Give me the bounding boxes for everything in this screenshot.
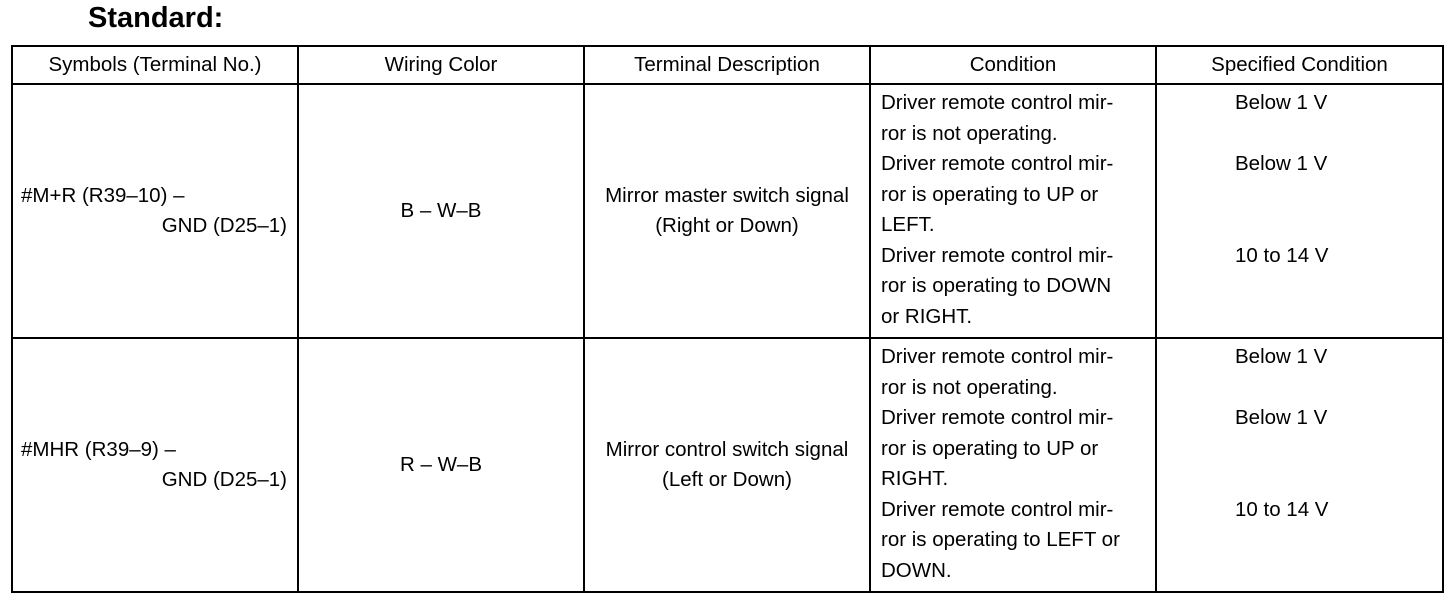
specified-value [1235,434,1442,465]
specified-value: Below 1 V [1235,345,1328,368]
specified-value [1235,210,1442,241]
description-sub: (Left or Down) [662,468,792,491]
condition-line: Driver remote control mir- [881,91,1114,114]
specified-value [1235,525,1442,556]
table-row [12,338,1443,592]
table-header-row [12,46,1443,84]
specified-value: 10 to 14 V [1235,243,1329,267]
symbol-cell [12,338,298,592]
condition-line: ror is operating to UP or [881,182,1099,206]
terminal-description-cell [584,84,870,338]
symbol-terminal: #M+R (R39–10) – [21,183,185,207]
specified-value: Below 1 V [1235,152,1328,175]
condition-line: Driver remote control mir- [881,243,1114,267]
header-symbols: Symbols (Terminal No.) [12,46,298,84]
symbol-ground: GND (D25–1) [161,214,287,237]
symbol-terminal: #MHR (R39–9) – [21,437,176,461]
specified-value [1235,556,1442,587]
table-row [12,84,1443,338]
condition-line: Driver remote control mir- [881,152,1114,175]
condition-line: ror is not operating. [881,375,1058,399]
wiring-color-cell: R – W–B [298,338,584,592]
condition-line: ror is operating to LEFT or [881,528,1120,551]
specified-value: 10 to 14 V [1235,497,1329,521]
description-sub: (Right or Down) [655,214,799,237]
specified-value [1235,180,1442,211]
condition-line: LEFT. [881,213,935,236]
condition-line: Driver remote control mir- [881,406,1114,429]
header-condition: Condition [870,46,1156,84]
wiring-color-cell: B – W–B [298,84,584,338]
condition-line: ror is not operating. [881,121,1058,145]
condition-line: ror is operating to DOWN [881,274,1112,297]
specified-value: Below 1 V [1235,91,1328,114]
description-main: Mirror master switch signal [605,183,849,207]
specified-value [1235,271,1442,302]
specified-value [1235,302,1442,333]
header-wiring-color: Wiring Color [298,46,584,84]
page-title: Standard: [88,2,224,34]
specified-value [1235,119,1442,150]
terminal-description-cell [584,338,870,592]
condition-line: Driver remote control mir- [881,497,1114,521]
condition-line: RIGHT. [881,467,949,490]
condition-line: ror is operating to UP or [881,436,1099,460]
spec-table [11,45,1444,593]
specified-condition-cell [1156,84,1443,338]
specified-value [1235,373,1442,404]
header-specified-condition: Specified Condition [1156,46,1443,84]
condition-cell [870,84,1156,338]
condition-line: DOWN. [881,558,952,582]
symbol-ground: GND (D25–1) [161,468,287,491]
specified-value [1235,464,1442,495]
header-terminal-description: Terminal Description [584,46,870,84]
specified-condition-cell [1156,338,1443,592]
condition-cell [870,338,1156,592]
description-main: Mirror control switch signal [605,437,849,461]
symbol-cell [12,84,298,338]
condition-line: or RIGHT. [881,304,973,328]
specified-value: Below 1 V [1235,406,1328,429]
condition-line: Driver remote control mir- [881,345,1114,368]
